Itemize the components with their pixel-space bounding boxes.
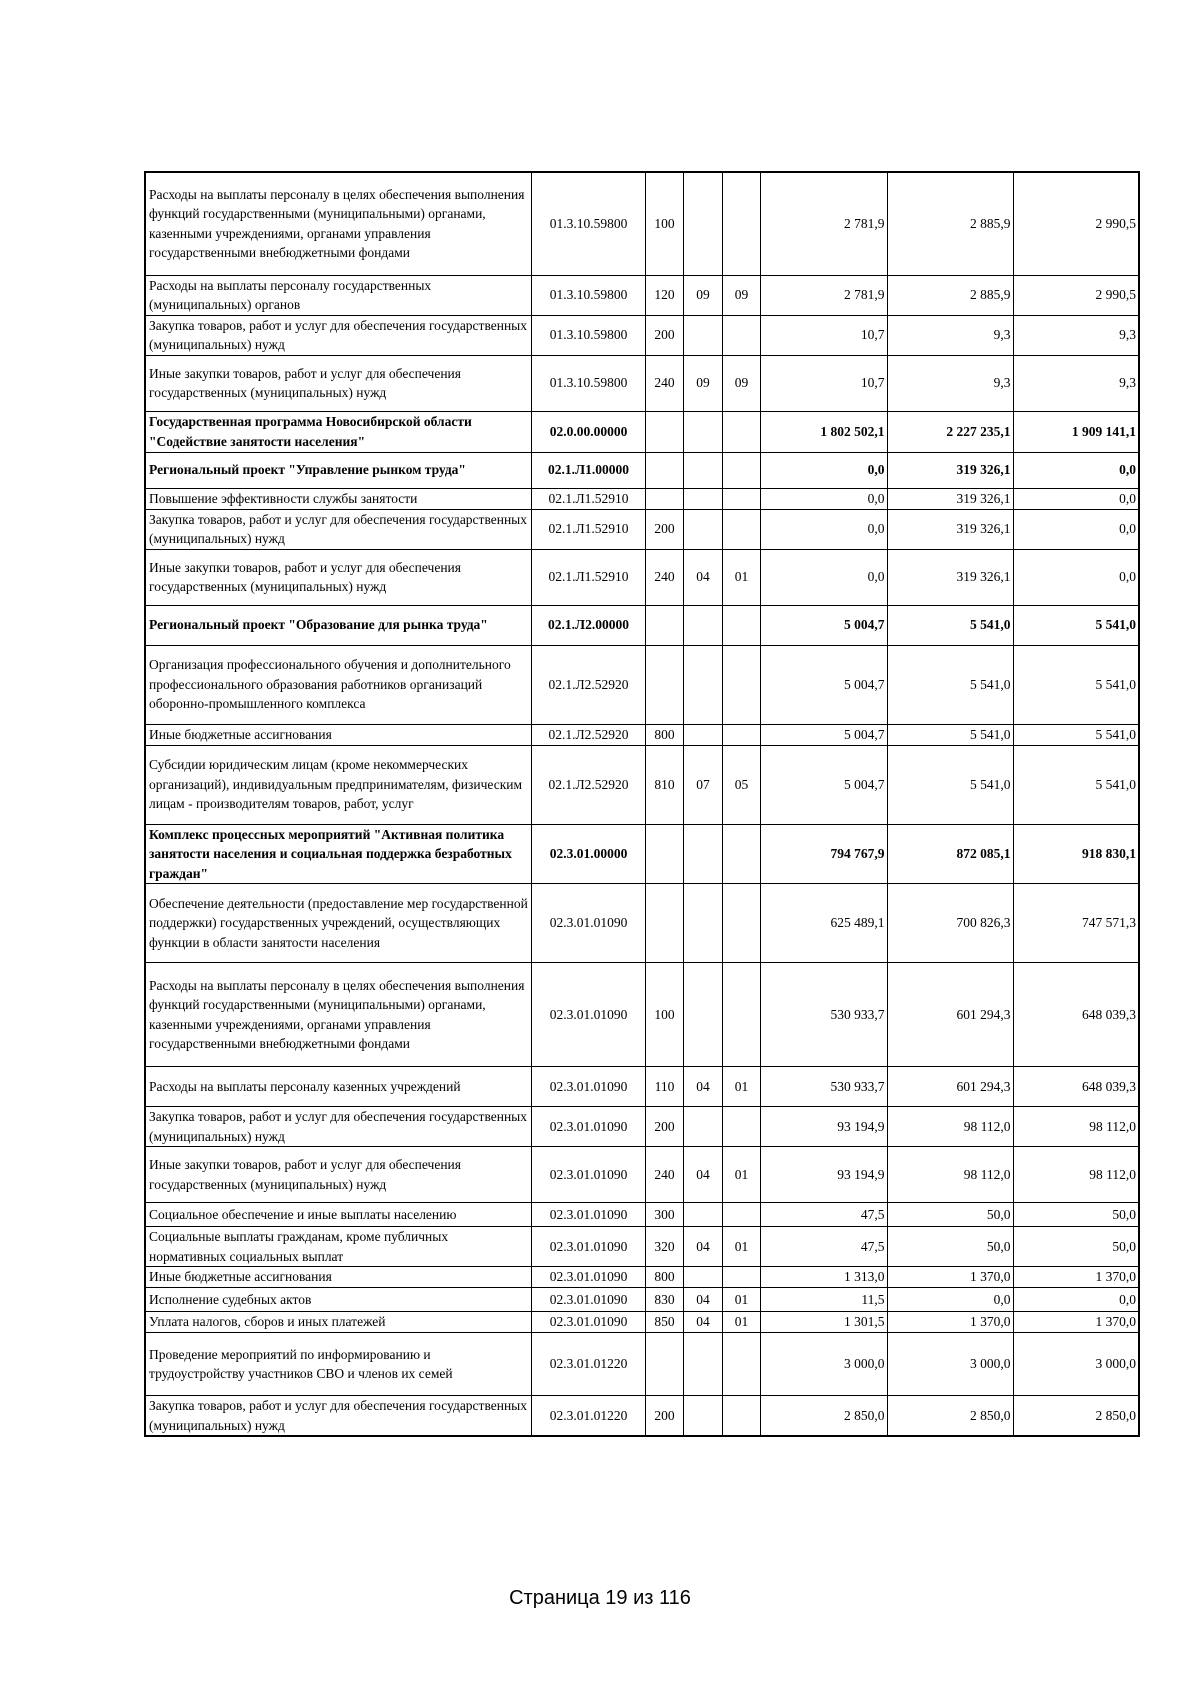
table-row bbox=[145, 172, 1139, 275]
cell-amount-year-1: 3 000,0 bbox=[760, 1333, 887, 1396]
cell-amount-year-1: 0,0 bbox=[760, 452, 887, 488]
cell-name: Повышение эффективности службы занятости bbox=[145, 488, 531, 509]
cell-section bbox=[683, 1267, 722, 1288]
cell-amount-year-1: 1 313,0 bbox=[760, 1267, 887, 1288]
cell-target-code: 02.3.01.01090 bbox=[531, 1107, 645, 1147]
cell-section bbox=[683, 605, 722, 645]
cell-section: 04 bbox=[683, 1227, 722, 1267]
cell-expense-type bbox=[645, 452, 683, 488]
cell-section: 04 bbox=[683, 1067, 722, 1107]
cell-subsection bbox=[722, 645, 760, 724]
table-row bbox=[145, 1147, 1139, 1203]
table-row bbox=[145, 1203, 1139, 1227]
cell-name: Закупка товаров, работ и услуг для обеспечения государственных (муниципальных) нужд bbox=[145, 1396, 531, 1437]
cell-amount-year-3: 0,0 bbox=[1013, 452, 1139, 488]
cell-amount-year-2: 601 294,3 bbox=[887, 963, 1013, 1067]
cell-subsection bbox=[722, 411, 760, 452]
cell-subsection: 09 bbox=[722, 355, 760, 411]
cell-expense-type bbox=[645, 884, 683, 963]
cell-name: Государственная программа Новосибирской области "Содействие занятости населения" bbox=[145, 411, 531, 452]
table-row bbox=[145, 355, 1139, 411]
cell-amount-year-3: 5 541,0 bbox=[1013, 605, 1139, 645]
cell-name: Региональный проект "Управление рынком труда" bbox=[145, 452, 531, 488]
cell-subsection bbox=[722, 1396, 760, 1437]
cell-expense-type: 100 bbox=[645, 963, 683, 1067]
cell-amount-year-1: 5 004,7 bbox=[760, 724, 887, 745]
table-row bbox=[145, 963, 1139, 1067]
cell-subsection bbox=[722, 1107, 760, 1147]
cell-amount-year-3: 98 112,0 bbox=[1013, 1107, 1139, 1147]
cell-amount-year-1: 0,0 bbox=[760, 488, 887, 509]
table-row bbox=[145, 549, 1139, 605]
cell-amount-year-2: 872 085,1 bbox=[887, 824, 1013, 884]
table-row bbox=[145, 275, 1139, 315]
table-row bbox=[145, 1267, 1139, 1288]
cell-target-code: 02.3.01.01090 bbox=[531, 1067, 645, 1107]
cell-target-code: 01.3.10.59800 bbox=[531, 172, 645, 275]
cell-target-code: 02.3.01.01220 bbox=[531, 1396, 645, 1437]
cell-amount-year-2: 319 326,1 bbox=[887, 549, 1013, 605]
cell-amount-year-1: 93 194,9 bbox=[760, 1107, 887, 1147]
cell-expense-type: 200 bbox=[645, 1107, 683, 1147]
cell-subsection bbox=[722, 724, 760, 745]
table-row bbox=[145, 509, 1139, 549]
cell-target-code: 02.3.01.01090 bbox=[531, 1312, 645, 1333]
cell-name: Социальные выплаты гражданам, кроме публичных нормативных социальных выплат bbox=[145, 1227, 531, 1267]
cell-expense-type bbox=[645, 411, 683, 452]
cell-amount-year-3: 0,0 bbox=[1013, 488, 1139, 509]
cell-expense-type: 120 bbox=[645, 275, 683, 315]
cell-expense-type: 830 bbox=[645, 1288, 683, 1312]
cell-amount-year-1: 2 850,0 bbox=[760, 1396, 887, 1437]
cell-amount-year-2: 9,3 bbox=[887, 355, 1013, 411]
cell-amount-year-3: 918 830,1 bbox=[1013, 824, 1139, 884]
cell-amount-year-2: 2 227 235,1 bbox=[887, 411, 1013, 452]
cell-expense-type bbox=[645, 1333, 683, 1396]
cell-target-code: 01.3.10.59800 bbox=[531, 275, 645, 315]
cell-expense-type: 200 bbox=[645, 315, 683, 355]
cell-amount-year-3: 2 990,5 bbox=[1013, 172, 1139, 275]
cell-section bbox=[683, 1333, 722, 1396]
cell-section: 04 bbox=[683, 549, 722, 605]
cell-subsection bbox=[722, 824, 760, 884]
table-row bbox=[145, 1333, 1139, 1396]
cell-amount-year-3: 0,0 bbox=[1013, 549, 1139, 605]
cell-section: 04 bbox=[683, 1147, 722, 1203]
cell-amount-year-3: 98 112,0 bbox=[1013, 1147, 1139, 1203]
cell-amount-year-1: 47,5 bbox=[760, 1227, 887, 1267]
cell-amount-year-1: 1 301,5 bbox=[760, 1312, 887, 1333]
budget-table bbox=[144, 171, 1140, 1437]
cell-name: Социальное обеспечение и иные выплаты населению bbox=[145, 1203, 531, 1227]
cell-amount-year-2: 50,0 bbox=[887, 1227, 1013, 1267]
table-body bbox=[145, 172, 1139, 1436]
cell-expense-type: 800 bbox=[645, 1267, 683, 1288]
cell-amount-year-2: 5 541,0 bbox=[887, 645, 1013, 724]
cell-subsection bbox=[722, 452, 760, 488]
table-row bbox=[145, 724, 1139, 745]
cell-section bbox=[683, 172, 722, 275]
cell-amount-year-3: 5 541,0 bbox=[1013, 745, 1139, 824]
cell-amount-year-3: 747 571,3 bbox=[1013, 884, 1139, 963]
cell-amount-year-1: 10,7 bbox=[760, 355, 887, 411]
cell-target-code: 02.1.Л2.52920 bbox=[531, 745, 645, 824]
cell-name: Иные закупки товаров, работ и услуг для обеспечения государственных (муниципальных) нужд bbox=[145, 549, 531, 605]
cell-amount-year-3: 5 541,0 bbox=[1013, 724, 1139, 745]
cell-name: Расходы на выплаты персоналу казенных учреждений bbox=[145, 1067, 531, 1107]
table-row bbox=[145, 1067, 1139, 1107]
cell-subsection bbox=[722, 172, 760, 275]
cell-target-code: 02.3.01.01090 bbox=[531, 963, 645, 1067]
cell-amount-year-3: 1 909 141,1 bbox=[1013, 411, 1139, 452]
table-row bbox=[145, 1288, 1139, 1312]
cell-section bbox=[683, 963, 722, 1067]
cell-expense-type: 200 bbox=[645, 509, 683, 549]
cell-subsection: 01 bbox=[722, 1147, 760, 1203]
cell-amount-year-2: 601 294,3 bbox=[887, 1067, 1013, 1107]
cell-subsection: 01 bbox=[722, 1288, 760, 1312]
table-row bbox=[145, 1396, 1139, 1437]
cell-subsection bbox=[722, 605, 760, 645]
cell-amount-year-1: 794 767,9 bbox=[760, 824, 887, 884]
cell-amount-year-3: 3 000,0 bbox=[1013, 1333, 1139, 1396]
cell-expense-type: 240 bbox=[645, 1147, 683, 1203]
cell-amount-year-1: 530 933,7 bbox=[760, 1067, 887, 1107]
cell-section bbox=[683, 1396, 722, 1437]
cell-name: Комплекс процессных мероприятий "Активная политика занятости населения и социальная поддержка безработных граждан" bbox=[145, 824, 531, 884]
cell-amount-year-3: 0,0 bbox=[1013, 1288, 1139, 1312]
cell-section: 09 bbox=[683, 275, 722, 315]
cell-amount-year-2: 2 850,0 bbox=[887, 1396, 1013, 1437]
cell-amount-year-1: 625 489,1 bbox=[760, 884, 887, 963]
cell-section bbox=[683, 411, 722, 452]
table-row bbox=[145, 315, 1139, 355]
cell-name: Уплата налогов, сборов и иных платежей bbox=[145, 1312, 531, 1333]
cell-amount-year-3: 1 370,0 bbox=[1013, 1267, 1139, 1288]
cell-name: Исполнение судебных актов bbox=[145, 1288, 531, 1312]
cell-subsection: 01 bbox=[722, 549, 760, 605]
cell-subsection bbox=[722, 315, 760, 355]
cell-amount-year-1: 11,5 bbox=[760, 1288, 887, 1312]
cell-section bbox=[683, 315, 722, 355]
cell-section: 04 bbox=[683, 1312, 722, 1333]
cell-target-code: 02.1.Л2.00000 bbox=[531, 605, 645, 645]
cell-amount-year-1: 5 004,7 bbox=[760, 605, 887, 645]
cell-expense-type: 100 bbox=[645, 172, 683, 275]
cell-target-code: 02.1.Л2.52920 bbox=[531, 645, 645, 724]
table-row bbox=[145, 1312, 1139, 1333]
cell-name: Иные закупки товаров, работ и услуг для обеспечения государственных (муниципальных) нужд bbox=[145, 355, 531, 411]
cell-target-code: 02.1.Л2.52920 bbox=[531, 724, 645, 745]
cell-amount-year-3: 648 039,3 bbox=[1013, 963, 1139, 1067]
cell-name: Расходы на выплаты персоналу в целях обеспечения выполнения функций государственными (муниципальными) органами, казенными учреждениями, органами управления государственными внебюджетными фондами bbox=[145, 172, 531, 275]
cell-amount-year-2: 2 885,9 bbox=[887, 172, 1013, 275]
cell-amount-year-3: 9,3 bbox=[1013, 315, 1139, 355]
cell-name: Закупка товаров, работ и услуг для обеспечения государственных (муниципальных) нужд bbox=[145, 315, 531, 355]
cell-amount-year-3: 50,0 bbox=[1013, 1227, 1139, 1267]
cell-amount-year-2: 50,0 bbox=[887, 1203, 1013, 1227]
cell-amount-year-3: 50,0 bbox=[1013, 1203, 1139, 1227]
cell-expense-type: 320 bbox=[645, 1227, 683, 1267]
cell-name: Организация профессионального обучения и дополнительного профессионального образования работников организаций оборонно-промышленного комплекса bbox=[145, 645, 531, 724]
table-row bbox=[145, 488, 1139, 509]
cell-expense-type bbox=[645, 824, 683, 884]
cell-target-code: 02.1.Л1.52910 bbox=[531, 509, 645, 549]
cell-target-code: 02.1.Л1.00000 bbox=[531, 452, 645, 488]
cell-subsection bbox=[722, 1333, 760, 1396]
cell-subsection bbox=[722, 509, 760, 549]
cell-amount-year-2: 1 370,0 bbox=[887, 1312, 1013, 1333]
cell-amount-year-3: 9,3 bbox=[1013, 355, 1139, 411]
cell-amount-year-1: 0,0 bbox=[760, 549, 887, 605]
cell-amount-year-3: 2 850,0 bbox=[1013, 1396, 1139, 1437]
cell-expense-type: 850 bbox=[645, 1312, 683, 1333]
cell-amount-year-2: 3 000,0 bbox=[887, 1333, 1013, 1396]
cell-amount-year-2: 5 541,0 bbox=[887, 745, 1013, 824]
cell-amount-year-2: 319 326,1 bbox=[887, 452, 1013, 488]
cell-amount-year-2: 98 112,0 bbox=[887, 1107, 1013, 1147]
cell-expense-type: 200 bbox=[645, 1396, 683, 1437]
cell-subsection bbox=[722, 1267, 760, 1288]
table-row bbox=[145, 452, 1139, 488]
cell-section bbox=[683, 884, 722, 963]
cell-section bbox=[683, 488, 722, 509]
cell-section: 04 bbox=[683, 1288, 722, 1312]
cell-amount-year-1: 1 802 502,1 bbox=[760, 411, 887, 452]
table-row bbox=[145, 1227, 1139, 1267]
cell-subsection: 05 bbox=[722, 745, 760, 824]
cell-amount-year-1: 47,5 bbox=[760, 1203, 887, 1227]
cell-amount-year-1: 93 194,9 bbox=[760, 1147, 887, 1203]
cell-subsection bbox=[722, 488, 760, 509]
cell-target-code: 02.0.00.00000 bbox=[531, 411, 645, 452]
table-row bbox=[145, 1107, 1139, 1147]
page-number: Страница 19 из 116 bbox=[509, 1587, 691, 1609]
cell-name: Закупка товаров, работ и услуг для обеспечения государственных (муниципальных) нужд bbox=[145, 509, 531, 549]
table-row bbox=[145, 411, 1139, 452]
cell-subsection bbox=[722, 963, 760, 1067]
cell-subsection: 09 bbox=[722, 275, 760, 315]
table-row bbox=[145, 745, 1139, 824]
cell-section bbox=[683, 509, 722, 549]
cell-subsection: 01 bbox=[722, 1067, 760, 1107]
cell-subsection bbox=[722, 1203, 760, 1227]
cell-target-code: 02.3.01.00000 bbox=[531, 824, 645, 884]
cell-name: Субсидии юридическим лицам (кроме некоммерческих организаций), индивидуальным предпринимателям, физическим лицам - производителям товаров, работ, услуг bbox=[145, 745, 531, 824]
cell-amount-year-1: 2 781,9 bbox=[760, 172, 887, 275]
cell-name: Иные закупки товаров, работ и услуг для обеспечения государственных (муниципальных) нужд bbox=[145, 1147, 531, 1203]
cell-section: 07 bbox=[683, 745, 722, 824]
cell-amount-year-2: 5 541,0 bbox=[887, 724, 1013, 745]
cell-name: Закупка товаров, работ и услуг для обеспечения государственных (муниципальных) нужд bbox=[145, 1107, 531, 1147]
cell-amount-year-1: 530 933,7 bbox=[760, 963, 887, 1067]
cell-amount-year-1: 10,7 bbox=[760, 315, 887, 355]
cell-amount-year-3: 5 541,0 bbox=[1013, 645, 1139, 724]
cell-amount-year-1: 5 004,7 bbox=[760, 745, 887, 824]
cell-subsection: 01 bbox=[722, 1312, 760, 1333]
table-row bbox=[145, 884, 1139, 963]
cell-expense-type: 300 bbox=[645, 1203, 683, 1227]
cell-section bbox=[683, 1203, 722, 1227]
cell-target-code: 02.3.01.01090 bbox=[531, 1147, 645, 1203]
cell-target-code: 02.1.Л1.52910 bbox=[531, 549, 645, 605]
cell-amount-year-3: 0,0 bbox=[1013, 509, 1139, 549]
cell-target-code: 02.3.01.01090 bbox=[531, 1203, 645, 1227]
cell-amount-year-3: 2 990,5 bbox=[1013, 275, 1139, 315]
cell-section: 09 bbox=[683, 355, 722, 411]
cell-subsection bbox=[722, 884, 760, 963]
cell-target-code: 01.3.10.59800 bbox=[531, 315, 645, 355]
cell-amount-year-2: 2 885,9 bbox=[887, 275, 1013, 315]
cell-amount-year-2: 5 541,0 bbox=[887, 605, 1013, 645]
cell-amount-year-2: 319 326,1 bbox=[887, 488, 1013, 509]
cell-name: Иные бюджетные ассигнования bbox=[145, 724, 531, 745]
cell-target-code: 02.3.01.01090 bbox=[531, 1267, 645, 1288]
cell-target-code: 02.3.01.01220 bbox=[531, 1333, 645, 1396]
cell-name: Расходы на выплаты персоналу в целях обеспечения выполнения функций государственными (муниципальными) органами, казенными учреждениями, органами управления государственными внебюджетными фондами bbox=[145, 963, 531, 1067]
cell-amount-year-3: 648 039,3 bbox=[1013, 1067, 1139, 1107]
cell-section bbox=[683, 824, 722, 884]
cell-subsection: 01 bbox=[722, 1227, 760, 1267]
cell-expense-type bbox=[645, 645, 683, 724]
cell-section bbox=[683, 724, 722, 745]
cell-name: Проведение мероприятий по информированию и трудоустройству участников СВО и членов их семей bbox=[145, 1333, 531, 1396]
cell-target-code: 02.3.01.01090 bbox=[531, 1227, 645, 1267]
cell-name: Обеспечение деятельности (предоставление мер государственной поддержки) государственных учреждений, осуществляющих функции в области занятости населения bbox=[145, 884, 531, 963]
cell-expense-type: 240 bbox=[645, 355, 683, 411]
table-row bbox=[145, 824, 1139, 884]
cell-name: Расходы на выплаты персоналу государственных (муниципальных) органов bbox=[145, 275, 531, 315]
cell-amount-year-3: 1 370,0 bbox=[1013, 1312, 1139, 1333]
cell-amount-year-2: 319 326,1 bbox=[887, 509, 1013, 549]
cell-expense-type: 810 bbox=[645, 745, 683, 824]
cell-amount-year-2: 1 370,0 bbox=[887, 1267, 1013, 1288]
cell-name: Иные бюджетные ассигнования bbox=[145, 1267, 531, 1288]
cell-name: Региональный проект "Образование для рынка труда" bbox=[145, 605, 531, 645]
cell-target-code: 02.1.Л1.52910 bbox=[531, 488, 645, 509]
cell-amount-year-1: 5 004,7 bbox=[760, 645, 887, 724]
cell-expense-type bbox=[645, 605, 683, 645]
cell-amount-year-2: 98 112,0 bbox=[887, 1147, 1013, 1203]
cell-amount-year-2: 700 826,3 bbox=[887, 884, 1013, 963]
cell-amount-year-2: 9,3 bbox=[887, 315, 1013, 355]
cell-amount-year-1: 2 781,9 bbox=[760, 275, 887, 315]
table-row bbox=[145, 645, 1139, 724]
cell-target-code: 01.3.10.59800 bbox=[531, 355, 645, 411]
cell-section bbox=[683, 1107, 722, 1147]
cell-expense-type: 800 bbox=[645, 724, 683, 745]
cell-expense-type: 240 bbox=[645, 549, 683, 605]
cell-section bbox=[683, 452, 722, 488]
cell-amount-year-1: 0,0 bbox=[760, 509, 887, 549]
cell-section bbox=[683, 645, 722, 724]
cell-amount-year-2: 0,0 bbox=[887, 1288, 1013, 1312]
cell-target-code: 02.3.01.01090 bbox=[531, 884, 645, 963]
cell-expense-type bbox=[645, 488, 683, 509]
cell-expense-type: 110 bbox=[645, 1067, 683, 1107]
cell-target-code: 02.3.01.01090 bbox=[531, 1288, 645, 1312]
table-row bbox=[145, 605, 1139, 645]
